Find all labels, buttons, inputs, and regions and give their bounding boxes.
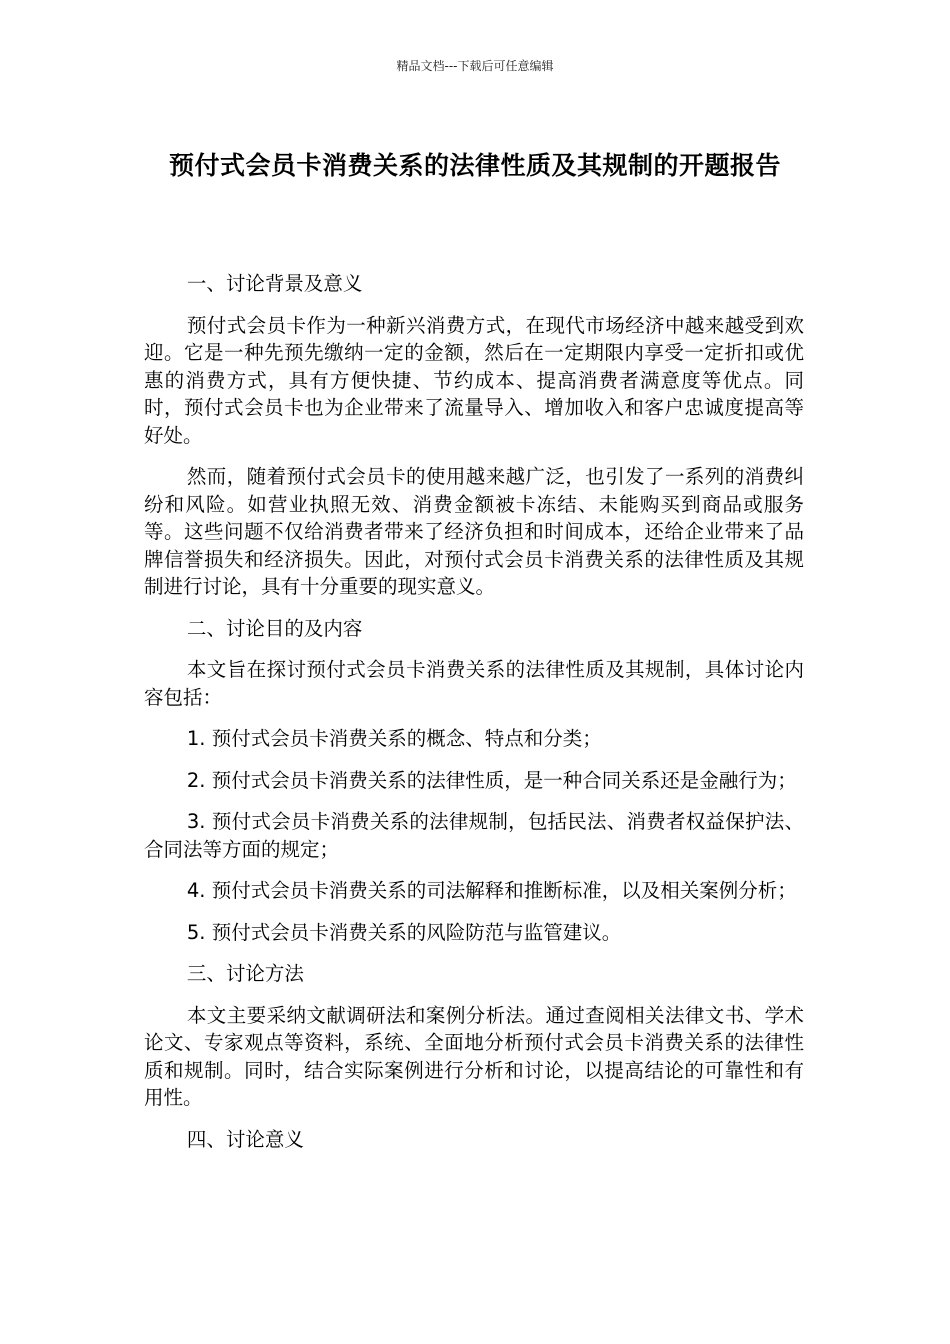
document-title: 预付式会员卡消费关系的法律性质及其规制的开题报告 [168, 151, 781, 180]
list-item-purpose-1: 1. 预付式会员卡消费关系的概念、特点和分类； [186, 727, 602, 750]
paragraph-method: 本文主要采纳文献调研法和案例分析法。通过查阅相关法律文书、学术论文、专家观点等资料，系统、全面地分析预付式会员卡消费关系的法律性质和规制。同时，结合实际案例进行分析和讨论，以提高结论的可靠性和有用性。 [144, 1003, 804, 1109]
section-heading-method: 三、讨论方法 [186, 962, 304, 985]
header-note: 精品文档---下载后可任意编辑 [396, 59, 554, 73]
document-body [144, 270, 804, 1167]
list-item-purpose-3: 3. 预付式会员卡消费关系的法律规制，包括民法、消费者权益保护法、合同法等方面的规定； [144, 810, 804, 861]
paragraph-background-1: 预付式会员卡作为一种新兴消费方式，在现代市场经济中越来越受到欢迎。它是一种先预先缴纳一定的金额，然后在一定期限内享受一定折扣或优惠的消费方式，具有方便快捷、节约成本、提高消费者满意度等优点。同时，预付式会员卡也为企业带来了流量导入、增加收入和客户忠诚度提高等好处。 [144, 313, 804, 447]
paragraph-background-2: 然而，随着预付式会员卡的使用越来越广泛，也引发了一系列的消费纠纷和风险。如营业执照无效、消费金额被卡冻结、未能购买到商品或服务等。这些问题不仅给消费者带来了经济负担和时间成本，还给企业带来了品牌信誉损失和经济损失。因此，对预付式会员卡消费关系的法律性质及其规制进行讨论，具有十分重要的现实意义。 [144, 465, 804, 598]
list-item-purpose-5: 5. 预付式会员卡消费关系的风险防范与监管建议。 [186, 920, 622, 944]
paragraph-purpose-intro: 本文旨在探讨预付式会员卡消费关系的法律性质及其规制，具体讨论内容包括： [144, 658, 804, 709]
section-heading-significance: 四、讨论意义 [186, 1127, 304, 1151]
section-heading-purpose: 二、讨论目的及内容 [186, 616, 363, 640]
list-item-purpose-2: 2. 预付式会员卡消费关系的法律性质，是一种合同关系还是金融行为； [186, 768, 797, 792]
list-item-purpose-4: 4. 预付式会员卡消费关系的司法解释和推断标准，以及相关案例分析； [186, 879, 797, 902]
section-heading-background: 一、讨论背景及意义 [186, 272, 363, 295]
